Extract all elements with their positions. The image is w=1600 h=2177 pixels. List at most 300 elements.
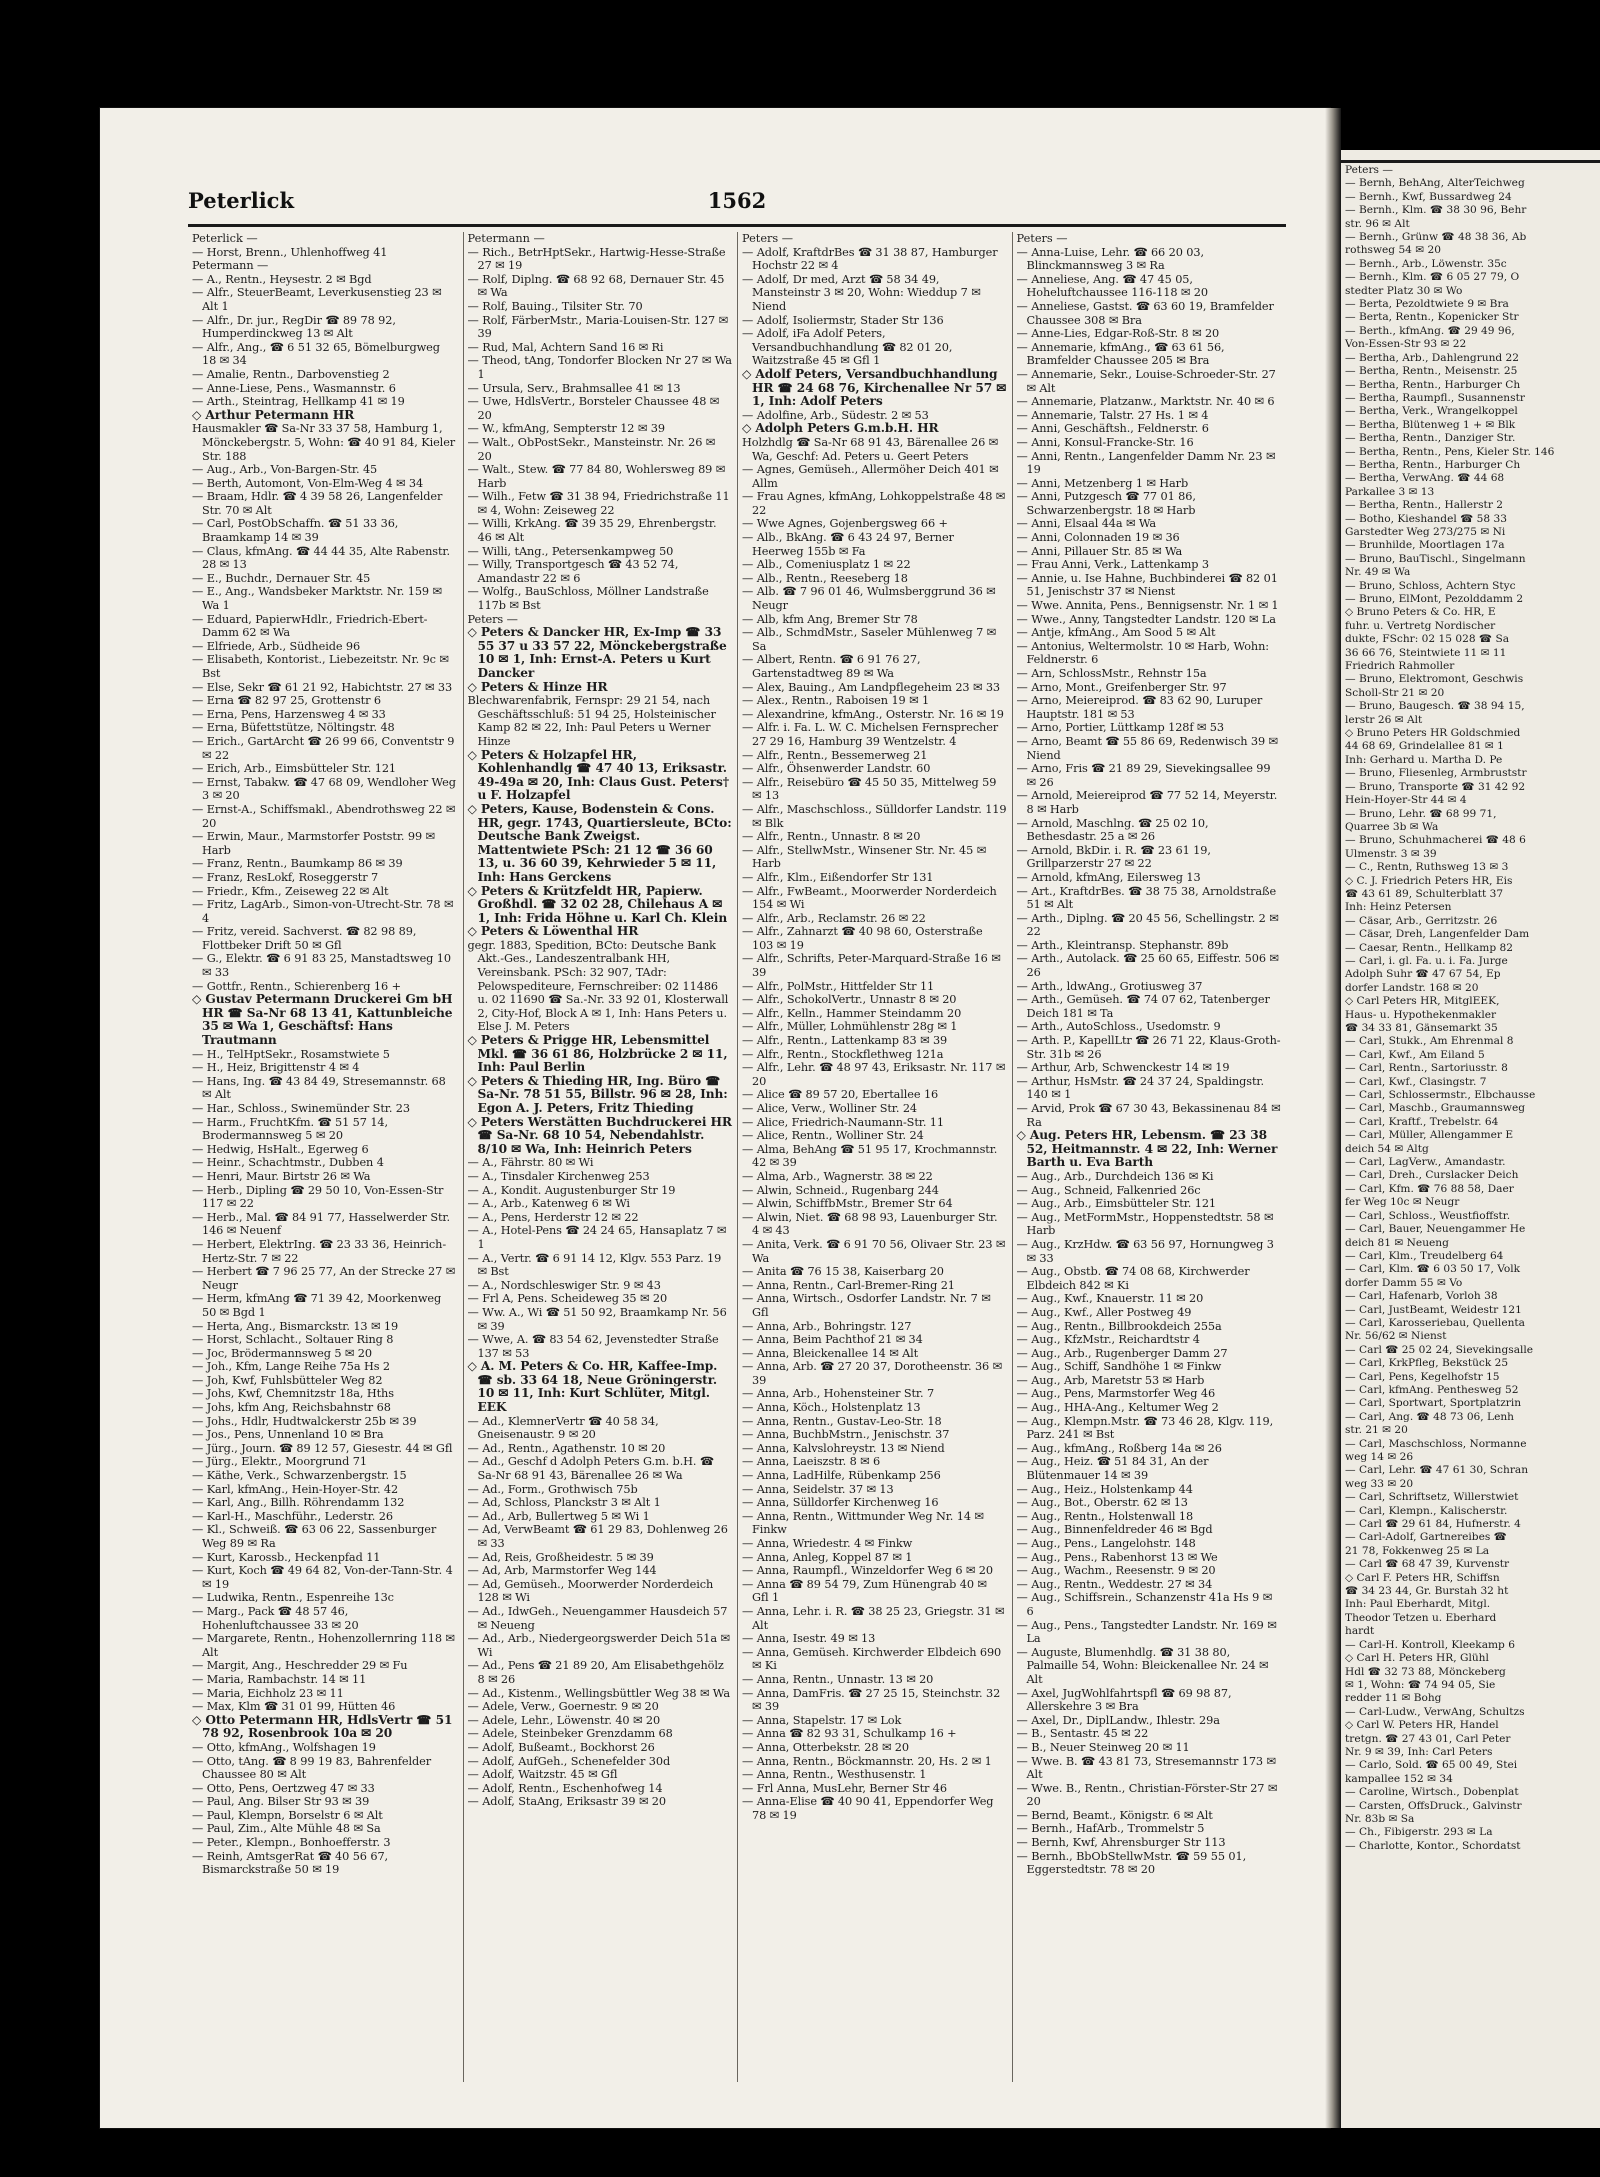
directory-entry: — Anna, Beim Pachthof 21 ✉ 34: [742, 1333, 923, 1347]
directory-entry: — Carl, Stukk., Am Ehrenmal 8: [1345, 1035, 1514, 1048]
directory-entry: — Anni, Putzgesch ☎ 77 01 86, Schwarzenbergstr. 18 ✉ Harb: [1016, 490, 1196, 517]
page-header: [188, 184, 1286, 227]
directory-entry: — Carl, Ang. ☎ 48 73 06, Lenh: [1345, 1410, 1514, 1423]
directory-entry: Hdl ☎ 32 73 88, Mönckeberg: [1345, 1665, 1506, 1678]
directory-entry: — Carl, Hafenarb, Vorloh 38: [1345, 1290, 1498, 1303]
directory-entry: — Arnold, Maschlng. ☎ 25 02 10, Bethesdastr. 25 a ✉ 26: [1016, 816, 1209, 844]
directory-entry: ◇ Carl H. Peters HR, Glühl: [1345, 1652, 1489, 1665]
directory-entry: — Arth., Kleintransp. Stephanstr. 89b: [1016, 938, 1229, 952]
directory-entry: — Erna, Büfettstütze, Nöltingstr. 48: [192, 721, 395, 735]
directory-entry: fuhr. u. Vertretg Nordischer: [1345, 619, 1496, 632]
directory-entry: — Erich, Arb., Eimsbütteler Str. 121: [192, 762, 397, 776]
directory-entry: — Ad., Form., Grothwisch 75b: [467, 1482, 638, 1496]
directory-entry: Nr. 56/62 ✉ Nienst: [1345, 1330, 1447, 1343]
directory-entry: — Wilh., Fetw ☎ 31 38 94, Friedrichstraße 11 ✉ 4, Wohn: Zeiseweg 22: [467, 490, 730, 517]
directory-entry: rothsweg 54 ✉ 20: [1345, 244, 1442, 257]
directory-entry: — Aug., Pens., Langelohstr. 148: [1016, 1537, 1196, 1550]
directory-entry: — Anna, Rentn., Westhusenstr. 1: [742, 1768, 927, 1782]
directory-entry: — Carl, Pens, Kegelhofstr 15: [1345, 1370, 1500, 1383]
directory-entry: — Carl, Maschschloss, Normanne: [1345, 1437, 1527, 1450]
directory-entry: — Maria, Rambachstr. 14 ✉ 11: [192, 1672, 367, 1686]
directory-entry: — Wwe, A. ☎ 83 54 62, Jevenstedter Straße 137 ✉ 53: [467, 1333, 719, 1360]
directory-entry: Nr. 83b ✉ Sa: [1345, 1812, 1415, 1825]
directory-entry: — Botho, Kieshandel ☎ 58 33: [1345, 512, 1507, 525]
directory-entry: — Theod, tAng, Tondorfer Blocken Nr 27 ✉ Wa 1: [467, 354, 732, 381]
directory-entry: — Reinh, AmtsgerRat ☎ 40 56 67, Bismarckstraße 50 ✉ 19: [192, 1849, 389, 1877]
directory-entry: — Wwe. B., Rentn., Christian-Förster-Str 27 ✉ 20: [1016, 1781, 1278, 1809]
directory-entry: — Anna, Lehr. i. R. ☎ 38 25 23, Griegstr. 31 ✉ Alt: [742, 1604, 1005, 1632]
directory-entry: — Annemarie, Talstr. 27 Hs. 1 ✉ 4: [1016, 408, 1209, 422]
directory-entry: — Anna, Seidelstr. 37 ✉ 13: [742, 1482, 894, 1496]
directory-entry: — Ad, Arb, Marmstorfer Weg 144: [467, 1564, 657, 1578]
directory-entry: — Carl, Schriftsetz, Willerstwiet: [1345, 1491, 1519, 1504]
directory-entry: — Anne-Liese, Pens., Wasmannstr. 6: [192, 381, 396, 395]
directory-entry: — Else, Sekr ☎ 61 21 92, Habichtstr. 27 ✉ 33: [192, 680, 453, 694]
directory-entry: Adolph Suhr ☎ 47 67 54, Ep: [1345, 968, 1501, 981]
directory-entry: — Alma, BehAng ☎ 51 95 17, Krochmannstr. 42 ✉ 39: [742, 1142, 998, 1170]
directory-entry: — Anna, Raumpfl., Winzeldorfer Weg 6 ✉ 20: [742, 1564, 993, 1578]
directory-entry: — Charlotte, Kontor., Schordatst: [1345, 1839, 1521, 1852]
directory-entry: — Claus, kfmAng. ☎ 44 44 35, Alte Rabenstr. 28 ✉ 13: [192, 544, 450, 572]
directory-entry: — Bertha, VerwAng. ☎ 44 68: [1345, 472, 1505, 485]
directory-entry: — Erna ☎ 82 97 25, Grottenstr 6: [192, 694, 381, 708]
directory-entry: — A., Rentn., Heysestr. 2 ✉ Bgd: [192, 272, 372, 286]
directory-entry: — Carl ☎ 25 02 24, Sievekingsalle: [1345, 1343, 1534, 1356]
directory-entry: — Carl, Rentn., Sartoriusstr. 8: [1345, 1062, 1508, 1075]
directory-entry: — Alfr., StellwMstr., Winsener Str. Nr. 45 ✉ Harb: [742, 843, 987, 871]
directory-column: [463, 232, 738, 2082]
directory-entry: — Alfr., Dr. jur., RegDir ☎ 89 78 92, Humperdinckweg 13 ✉ Alt: [192, 313, 396, 341]
directory-entry: — Arno, Portier, Lüttkamp 128f ✉ 53: [1016, 721, 1224, 735]
directory-entry: — Alfr., SchokolVertr., Unnastr 8 ✉ 20: [742, 993, 957, 1007]
directory-entry: — Carl, Kwf., Am Eiland 5: [1345, 1048, 1485, 1061]
directory-entry: — Bruno, Baugesch. ☎ 38 94 15,: [1345, 700, 1525, 713]
directory-entry: — Alfr., Arb., Reclamstr. 26 ✉ 22: [742, 911, 926, 925]
directory-entry: — Joh, Kwf, Fuhlsbütteler Weg 82: [192, 1373, 383, 1387]
directory-entry: — Anna, Bleickenallee 14 ✉ Alt: [742, 1346, 919, 1360]
column-body: [468, 246, 733, 1809]
directory-entry: — Bruno, BauTischl., Singelmann: [1345, 552, 1526, 565]
directory-entry: — Ad, VerwBeamt ☎ 61 29 83, Dohlenweg 26 ✉ 33: [467, 1523, 728, 1550]
directory-entry: — A., Pens, Herderstr 12 ✉ 22: [467, 1210, 639, 1224]
column-head: Peterlick —: [192, 232, 258, 245]
directory-entry: — Anna, Rentn., Wittmunder Weg Nr. 14 ✉ Finkw: [742, 1509, 984, 1537]
directory-entry: — Anita, Verk. ☎ 6 91 70 56, Olivaer Str. 23 ✉ Wa: [742, 1237, 1006, 1265]
directory-entry: — Anna, Anleg, Koppel 87 ✉ 1: [742, 1550, 913, 1564]
directory-entry: — Adolf, Isoliermstr, Stader Str 136: [742, 313, 944, 327]
directory-entry: — Anna, Wriedestr. 4 ✉ Finkw: [742, 1537, 913, 1550]
directory-entry: — Albert, Rentn. ☎ 6 91 76 27, Gartenstadtweg 89 ✉ Wa: [742, 653, 921, 680]
directory-entry: — Braam, Hdlr. ☎ 4 39 58 26, Langenfelder Str. 70 ✉ Alt: [192, 490, 443, 517]
directory-entry: gegr. 1883, Spedition, BCto: Deutsche Bank Akt.-Ges., Landeszentralbank HH, Vereinsbank. PSch: 32 907, TAdr: Pelowspediteure, Fernschreiber: 02 11486 u. 02 11690 ☎ Sa.-Nr. 33 92 01, Klosterwall 2, City-Hof, Block A ✉ 1, Inh: Hans Peters u. Else J. M. Peters: [467, 938, 729, 1034]
directory-entry: — Willi, KrkAng. ☎ 39 35 29, Ehrenbergstr. 46 ✉ Alt: [467, 517, 717, 545]
directory-entry: ◇ Peters, Kause, Bodenstein & Cons. HR, gegr. 1743, Quartiersleute, BCto: Deutsche Bank Zweigst. Mattentwiete PSch: 21 12 ☎ 36 60 13, u. 36 60 39, Kehrwieder 5 ✉ 11, Inh: Hans Gerckens: [467, 801, 732, 884]
directory-entry: — Aug., Schneid, Falkenried 26c: [1016, 1183, 1201, 1197]
directory-entry: — Anna, Arb., Hohensteiner Str. 7: [742, 1387, 935, 1401]
directory-entry: ◇ Arthur Petermann HR: [192, 407, 355, 422]
directory-entry: — Herb., Dipling ☎ 29 50 10, Von-Essen-Str 117 ✉ 22: [192, 1183, 444, 1211]
directory-entry: ◇ Adolf Peters, Versandbuchhandlung HR ☎ 24 68 76, Kirchenallee Nr 57 ✉ 1, Inh: Adolf Peters: [742, 366, 1007, 409]
directory-entry: — Margarete, Rentn., Hohenzollernring 118 ✉ Alt: [192, 1632, 455, 1659]
directory-entry: — Bernh., Arb., Löwenstr. 35c: [1345, 257, 1507, 270]
directory-entry: — Alice, Friedrich-Naumann-Str. 11: [742, 1115, 944, 1129]
directory-entry: — Carlo, Sold. ☎ 65 00 49, Stei: [1345, 1759, 1518, 1772]
directory-entry: — Bernd, Beamt., Königstr. 6 ✉ Alt: [1016, 1808, 1213, 1822]
directory-entry: — Alfr. i. Fa. L. W. C. Michelsen Fernsprecher 27 29 16, Hamburg 39 Wentzelstr. 4: [742, 721, 999, 748]
directory-entry: — Cäsar, Dreh, Langenfelder Dam: [1345, 928, 1530, 941]
directory-entry: — Alb., BkAng. ☎ 6 43 24 97, Berner Heerweg 155b ✉ Fa: [742, 531, 954, 558]
directory-entry: — Carl, kfmAng. Penthesweg 52: [1345, 1383, 1519, 1396]
directory-entry: dukte, FSchr: 02 15 028 ☎ Sa: [1345, 633, 1510, 646]
left-page: [100, 108, 1330, 2128]
directory-entry: — A., Tinsdaler Kirchenweg 253: [467, 1169, 650, 1183]
directory-entry: — Joc, Brödermannsweg 5 ✉ 20: [192, 1346, 372, 1360]
directory-entry: — Anna, Wirtsch., Osdorfer Landstr. Nr. 7 ✉ Gfl: [742, 1292, 991, 1319]
directory-entry: ◇ Carl Peters HR, MitglEEK,: [1345, 995, 1500, 1008]
directory-entry: 36 66 76, Steintwiete 11 ✉ 11: [1345, 646, 1507, 659]
directory-entry: — Carl, Klm., Treudelberg 64: [1345, 1249, 1504, 1262]
directory-entry: — Anna, Rentn., Gustav-Leo-Str. 18: [742, 1414, 942, 1428]
directory-entry: — Aug., Rentn., Weddestr. 27 ✉ 34: [1016, 1577, 1213, 1591]
directory-entry: — Ad, Gemüseh., Moorwerder Norderdeich 128 ✉ Wi: [467, 1577, 714, 1605]
directory-entry: — Alfr., Rentn., Unnastr. 8 ✉ 20: [742, 830, 921, 844]
directory-entry: — Carl, Lehr. ☎ 47 61 30, Schran: [1345, 1464, 1529, 1477]
directory-entry: — Karl, Ang., Billh. Röhrendamm 132: [192, 1496, 405, 1510]
directory-entry: — Adolf, StaAng, Eriksastr 39 ✉ 20: [467, 1795, 666, 1809]
directory-entry: — Carl, Sportwart, Sportplatzrin: [1345, 1397, 1522, 1410]
directory-entry: — Aug., Arb., Rugenberger Damm 27: [1016, 1346, 1228, 1360]
directory-entry: — Hans, Ing. ☎ 43 84 49, Stresemannstr. 68 ✉ Alt: [192, 1074, 446, 1102]
directory-entry: — Bertha, Rentn., Pens, Kieler Str. 146: [1345, 445, 1555, 458]
directory-entry: — Alice, Rentn., Wolliner Str. 24: [742, 1129, 924, 1143]
directory-entry: — Karl, kfmAng., Hein-Hoyer-Str. 42: [192, 1482, 399, 1496]
directory-entry: ◇ Peters & Holzapfel HR, Kohlenhandlg ☎ 47 40 13, Eriksastr. 49-49a ✉ 20, Inh: Claus Gust. Peters† u F. Holzapfel: [467, 747, 730, 803]
directory-entry: — Paul, Ang. Bilser Str 93 ✉ 39: [192, 1795, 370, 1809]
directory-entry: — Alb., Rentn., Reeseberg 18: [742, 571, 908, 585]
directory-entry: — Aug., Schiff, Sandhöhe 1 ✉ Finkw: [1016, 1360, 1222, 1374]
directory-entry: — Max, Klm ☎ 31 01 99, Hütten 46: [192, 1700, 396, 1714]
directory-entry: — Frau Anni, Verk., Lattenkamp 3: [1016, 558, 1209, 572]
directory-entry: Inh: Paul Eberhardt, Mitgl.: [1345, 1598, 1491, 1611]
directory-entry: — Anna, DamFris. ☎ 27 25 15, Steinchstr. 32 ✉ 39: [742, 1686, 1001, 1714]
directory-entry: — Alfr., Rentn., Stockflethweg 121a: [742, 1047, 944, 1061]
directory-entry: — Harm., FruchtKfm. ☎ 51 57 14, Brodermannsweg 5 ✉ 20: [192, 1115, 388, 1143]
directory-entry: — W., kfmAng, Sempterstr 12 ✉ 39: [467, 422, 665, 436]
directory-entry: — Carl-Ludw., VerwAng, Schultzs: [1345, 1705, 1525, 1718]
directory-entry: — Anna, Sülldorfer Kirchenweg 16: [742, 1496, 939, 1510]
directory-entry: Von-Essen-Str 93 ✉ 22: [1345, 338, 1467, 351]
directory-entry: Garstedter Weg 273/275 ✉ Ni: [1345, 525, 1506, 538]
directory-entry: — Bernh, Kwf, Ahrensburger Str 113: [1016, 1836, 1226, 1850]
directory-entry: — Ad., IdwGeh., Neuengammer Hausdeich 57 ✉ Neueng: [467, 1604, 728, 1632]
directory-entry: — Anna, Otterbekstr. 28 ✉ 20: [742, 1740, 909, 1754]
directory-entry: — Bertha, Rentn., Hallerstr 2: [1345, 499, 1503, 512]
directory-entry: — Margit, Ang., Heschredder 29 ✉ Fu: [192, 1659, 408, 1673]
directory-entry: weg 33 ✉ 20: [1345, 1477, 1414, 1490]
directory-entry: — Johs, Kwf, Chemnitzstr 18a, Hths: [192, 1387, 394, 1401]
directory-entry: — Arthur, HsMstr. ☎ 24 37 24, Spaldingstr. 140 ✉ 1: [1016, 1074, 1264, 1102]
directory-entry: Petermann —: [192, 259, 269, 273]
directory-entry: — Elfriede, Arb., Südheide 96: [192, 639, 361, 653]
directory-entry: — Anneliese, Ang. ☎ 47 45 05, Hoheluftchaussee 116-118 ✉ 20: [1016, 272, 1208, 300]
directory-entry: — Rolf, Diplng. ☎ 68 92 68, Dernauer Str. 45 ✉ Wa: [467, 272, 725, 300]
directory-entry: — Bernh, BehAng, AlterTeichweg: [1345, 177, 1525, 190]
directory-entry: — Alice, Verw., Wolliner Str. 24: [742, 1102, 918, 1115]
directory-entry: — G., Elektr. ☎ 6 91 83 25, Manstadtsweg 10 ✉ 33: [192, 952, 451, 980]
page-number: 1562: [707, 188, 767, 213]
directory-entry: — Anna, Rentn., Böckmannstr. 20, Hs. 2 ✉ 1: [742, 1754, 992, 1768]
directory-entry: — Alfr., Zahnarzt ☎ 40 98 60, Osterstraße 103 ✉ 19: [742, 925, 983, 952]
directory-entry: — Annie, u. Ise Hahne, Buchbinderei ☎ 82 01 51, Jenischstr 37 ✉ Nienst: [1016, 571, 1278, 599]
directory-entry: — Anni, Pillauer Str. 85 ✉ Wa: [1016, 544, 1183, 558]
directory-entry: — Anni, Geschäftsh., Feldnerstr. 6: [1016, 422, 1209, 436]
directory-entry: — Bernh., BbObStellwMstr. ☎ 59 55 01, Eggerstedtstr. 78 ✉ 20: [1016, 1849, 1247, 1877]
directory-entry: ◇ A. M. Peters & Co. HR, Kaffee-Imp. ☎ sb. 33 64 18, Neue Gröningerstr. 10 ✉ 11, Inh: Kurt Schlüter, Mitgl. EEK: [467, 1359, 718, 1415]
directory-entry: — Adolf, Dr med, Arzt ☎ 58 34 49, Mansteinstr 3 ✉ 20, Wohn: Wieddup 7 ✉ Niend: [742, 272, 981, 313]
right-column-head: Peters —: [1345, 164, 1393, 176]
directory-entry: — Franz, ResLokf, Roseggerstr 7: [192, 870, 379, 884]
directory-entry: — Arth., ldwAng., Grotiusweg 37: [1016, 979, 1203, 993]
directory-entry: Nr. 9 ✉ 39, Inh: Carl Peters: [1345, 1745, 1493, 1758]
directory-entry: — Annemarie, kfmAng., ☎ 63 61 56, Bramfelder Chaussee 205 ✉ Bra: [1016, 340, 1225, 368]
directory-entry: — A., Vertr. ☎ 6 91 14 12, Klgv. 553 Parz. 19 ✉ Bst: [467, 1251, 722, 1279]
directory-entry: — Alfr., Schrifts, Peter-Marquard-Straße 16 ✉ 39: [742, 952, 1001, 980]
directory-entry: — Rolf, Bauing., Tilsiter Str. 70: [467, 299, 643, 313]
directory-entry: — Otto, tAng. ☎ 8 99 19 83, Bahrenfelder Chaussee 80 ✉ Alt: [192, 1754, 431, 1782]
directory-entry: — Carl, Maschb., Graumannsweg: [1345, 1102, 1526, 1115]
directory-entry: — Carl, Kwf., Clasingstr. 7: [1345, 1075, 1487, 1088]
directory-entry: — Arvid, Prok ☎ 67 30 43, Bekassinenau 84 ✉ Ra: [1016, 1102, 1281, 1129]
directory-entry: — Aug., Arb, Maretstr 53 ✉ Harb: [1016, 1373, 1205, 1387]
directory-entry: — Alex, Bauing., Am Landpflegeheim 23 ✉ 33: [742, 680, 1001, 694]
directory-entry: Nr. 49 ✉ Wa: [1345, 566, 1411, 579]
directory-entry: — Herbert ☎ 7 96 25 77, An der Strecke 27 ✉ Neugr: [192, 1265, 456, 1292]
directory-entry: — Bertha, Rentn., Harburger Ch: [1345, 378, 1521, 391]
directory-entry: deich 81 ✉ Neueng: [1345, 1236, 1449, 1249]
column-head: Peters —: [1016, 232, 1068, 245]
directory-entry: ◇ Peters & Hinze HR: [467, 679, 608, 694]
directory-entry: — Bertha, Rentn., Danziger Str.: [1345, 432, 1516, 445]
directory-entry: — Elisabeth, Kontorist., Liebezeitstr. Nr. 9c ✉ Bst: [192, 653, 449, 680]
directory-entry: — Wwe., Anny, Tangstedter Landstr. 120 ✉ La: [1016, 612, 1276, 626]
directory-entry: — Aug., Pens., Rabenhorst 13 ✉ We: [1016, 1550, 1218, 1564]
directory-entry: — Kurt, Koch ☎ 49 64 82, Von-der-Tann-Str. 4 ✉ 19: [192, 1564, 453, 1591]
directory-entry: — Ad., Arb., Niedergeorgswerder Deich 51a ✉ Wi: [467, 1632, 730, 1659]
directory-entry: weg 14 ✉ 26: [1345, 1451, 1414, 1463]
directory-entry: — Arth., Diplng. ☎ 20 45 56, Schellingstr. 2 ✉ 22: [1016, 911, 1279, 939]
directory-column: [188, 232, 463, 2082]
directory-entry: — Rich., BetrHptSekr., Hartwig-Hesse-Straße 27 ✉ 19: [467, 245, 726, 273]
directory-entry: — Carl-H. Kontroll, Kleekamp 6: [1345, 1638, 1515, 1651]
directory-entry: — Herb., Mal. ☎ 84 91 77, Hasselwerder Str. 146 ✉ Neuenf: [192, 1210, 450, 1238]
directory-entry: ◇ Gustav Petermann Druckerei Gm bH HR ☎ Sa-Nr 68 13 41, Kattunbleiche 35 ✉ Wa 1, Geschäftsf: Hans Trautmann: [192, 992, 453, 1048]
directory-entry: — A., Arb., Katenweg 6 ✉ Wi: [467, 1197, 630, 1211]
directory-entry: — Anna, Rentn., Unnastr. 13 ✉ 20: [742, 1672, 934, 1686]
directory-entry: — Aug., Klempn.Mstr. ☎ 73 46 28, Klgv. 119, Parz. 241 ✉ Bst: [1016, 1414, 1274, 1442]
directory-entry: — Willi, tAng., Petersenkampweg 50: [467, 544, 674, 558]
directory-entry: — Adolf, AufGeh., Schenefelder 30d: [467, 1754, 671, 1768]
directory-entry: — Arthur, Arb, Schwenckestr 14 ✉ 19: [1016, 1061, 1230, 1075]
directory-entry: — Aug., Bot., Oberstr. 62 ✉ 13: [1016, 1496, 1188, 1510]
directory-entry: tretgn. ☎ 27 43 01, Carl Peter: [1345, 1732, 1511, 1745]
directory-entry: — Axel, Dr., DiplLandw., Ihlestr. 29a: [1016, 1713, 1220, 1727]
directory-entry: — Arn, SchlossMstr., Rehnstr 15a: [1016, 667, 1207, 680]
directory-entry: — Alfr., Klm., Eißendorfer Str 131: [742, 870, 934, 884]
directory-entry: — Frau Agnes, kfmAng, Lohkoppelstraße 48 ✉ 22: [742, 490, 1006, 517]
directory-entry: — Anna, Köch., Holstenplatz 13: [742, 1401, 921, 1415]
directory-entry: — Carl-Adolf, Gartnereibes ☎: [1345, 1531, 1507, 1544]
directory-entry: ◇ Bruno Peters HR Goldschmied: [1345, 727, 1521, 740]
directory-entry: — Arth. P., KapellLtr ☎ 26 71 22, Klaus-Groth-Str. 31b ✉ 26: [1016, 1034, 1281, 1061]
directory-entry: — Aug., Schiffsrein., Schanzenstr 41a Hs 9 ✉ 6: [1016, 1591, 1273, 1618]
directory-entry: — Adolf, Rentn., Eschenhofweg 14: [467, 1781, 663, 1795]
directory-entry: — Berta, Rentn., Kopenicker Str: [1345, 311, 1519, 324]
directory-entry: — Anna, Gemüseh. Kirchwerder Elbdeich 690 ✉ Ki: [742, 1645, 1002, 1673]
directory-entry: — Ad., Kistenm., Wellingsbüttler Weg 38 ✉ Wa: [467, 1686, 730, 1700]
directory-entry: Haus- u. Hypothekenmakler: [1345, 1008, 1497, 1021]
directory-entry: ◇ Adolph Peters G.m.b.H. HR: [742, 421, 939, 436]
directory-entry: — Fritz, vereid. Sachverst. ☎ 82 98 89, Flottbeker Drift 50 ✉ Gfl: [192, 925, 417, 952]
directory-entry: — Anna-Luise, Lehr. ☎ 66 20 03, Blinckmannsweg 3 ✉ Ra: [1016, 245, 1204, 273]
directory-entry: — Antonius, Weltermolstr. 10 ✉ Harb, Wohn: Feldnerstr. 6: [1016, 639, 1269, 667]
directory-entry: — Ludwika, Rentn., Espenreihe 13c: [192, 1591, 394, 1605]
directory-entry: — Carl, Kraftf., Trebelstr. 64: [1345, 1115, 1499, 1128]
directory-entry: — Herta, Ang., Bismarckstr. 13 ✉ 19: [192, 1319, 399, 1333]
directory-entry: — Rolf, FärberMstr., Maria-Louisen-Str. 127 ✉ 39: [467, 313, 729, 341]
directory-entry: — Anita ☎ 76 15 38, Kaiserbarg 20: [742, 1265, 944, 1279]
directory-entry: ◇ Peters & Prigge HR, Lebensmittel Mkl. ☎ 36 61 86, Holzbrücke 2 ✉ 11, Inh: Paul Berlin: [467, 1033, 728, 1075]
directory-entry: — Anna, Laeiszstr. 8 ✉ 6: [742, 1455, 881, 1469]
directory-entry: — Aug., kfmAng., Roßberg 14a ✉ 26: [1016, 1441, 1222, 1455]
directory-entry: — Annemarie, Platzanw., Marktstr. Nr. 40 ✉ 6: [1016, 395, 1275, 409]
directory-entry: ☎ 34 33 81, Gänsemarkt 35: [1345, 1022, 1498, 1034]
directory-entry: ◇ Carl F. Peters HR, Schiffsn: [1345, 1571, 1500, 1584]
directory-entry: — Wolfg., BauSchloss, Möllner Landstraße 117b ✉ Bst: [467, 585, 709, 613]
directory-entry: — Carl, Bauer, Neuengammer He: [1345, 1223, 1526, 1236]
directory-entry: — H., TelHptSekr., Rosamstwiete 5: [192, 1047, 390, 1061]
directory-entry: Quarree 3b ✉ Wa: [1345, 820, 1439, 833]
directory-entry: — Bernh., Klm. ☎ 6 05 27 79, O: [1345, 271, 1520, 284]
directory-entry: — Ww. A., Wi ☎ 51 50 92, Braamkamp Nr. 56 ✉ 39: [467, 1305, 727, 1333]
directory-entry: — Aug., Obstb. ☎ 74 08 68, Kirchwerder Elbdeich 842 ✉ Ki: [1016, 1265, 1250, 1292]
directory-entry: — E., Ang., Wandsbeker Marktstr. Nr. 159 ✉ Wa 1: [192, 585, 442, 613]
directory-entry: — Maria, Eichholz 23 ✉ 11: [192, 1686, 344, 1700]
column-body: [742, 246, 1007, 1823]
directory-entry: ◇ Otto Petermann HR, HdlsVertr ☎ 51 78 92, Rosenbrook 10a ✉ 20: [192, 1712, 453, 1741]
directory-entry: — Alb., SchmdMstr., Saseler Mühlenweg 7 ✉ Sa: [742, 626, 997, 653]
directory-entry: — Ad, Reis, Großheidestr. 5 ✉ 39: [467, 1550, 654, 1564]
directory-entry: — Franz, Rentn., Baumkamp 86 ✉ 39: [192, 857, 403, 871]
directory-entry: — Anna, Kalvslohreystr. 13 ✉ Niend: [742, 1441, 945, 1455]
directory-entry: — Anna ☎ 89 54 79, Zum Hünengrab 40 ✉ Gfl 1: [742, 1577, 987, 1605]
directory-entry: — A., Hotel-Pens ☎ 24 24 65, Hansaplatz 7 ✉ 1: [467, 1224, 727, 1251]
directory-entry: ✉ 1, Wohn: ☎ 74 94 05, Sie: [1345, 1678, 1496, 1691]
directory-entry: — Ursula, Serv., Brahmsallee 41 ✉ 13: [467, 381, 681, 395]
directory-entry: — Eduard, PapierwHdlr., Friedrich-Ebert-Damm 62 ✉ Wa: [192, 612, 428, 640]
directory-entry: — Arnold, kfmAng, Eilersweg 13: [1016, 870, 1201, 884]
directory-entry: — Alfr., Öhsenwerder Landstr. 60: [742, 762, 931, 776]
directory-entry: — Ad., Rentn., Agathenstr. 10 ✉ 20: [467, 1441, 666, 1455]
directory-entry: — Agnes, Gemüseh., Allermöher Deich 401 ✉ Allm: [742, 463, 999, 490]
directory-entry: str. 21 ✉ 20: [1345, 1424, 1408, 1437]
directory-entry: — Johs, kfm Ang, Reichsbahnstr 68: [192, 1401, 391, 1415]
directory-entry: Hausmakler ☎ Sa-Nr 33 37 58, Hamburg 1, Mönckebergstr. 5, Wohn: ☎ 40 91 84, Kieler Str. 188: [192, 422, 456, 463]
directory-entry: — Bertha, Arb., Dahlengrund 22: [1345, 351, 1520, 364]
directory-entry: kampallee 152 ✉ 34: [1345, 1772, 1453, 1785]
directory-entry: — H., Heiz, Brigittenstr 4 ✉ 4: [192, 1061, 360, 1075]
column-head: Peters —: [742, 232, 794, 245]
directory-entry: — Anni, Metzenberg 1 ✉ Harb: [1016, 476, 1189, 490]
directory-entry: — Aug., Rentn., Billbrookdeich 255a: [1016, 1319, 1222, 1333]
directory-entry: — Paul, Klempn, Borselstr 6 ✉ Alt: [192, 1808, 383, 1822]
directory-entry: — Carl, Müller, Allengammer E: [1345, 1129, 1514, 1142]
directory-entry: — Carl, Schloss., Weustfioffstr.: [1345, 1209, 1511, 1222]
directory-entry: — Rud, Mal, Achtern Sand 16 ✉ Ri: [467, 340, 664, 354]
directory-entry: — Carl, Dreh., Curslacker Deich: [1345, 1169, 1519, 1182]
directory-entry: — Bernh., Grünw ☎ 48 38 36, Ab: [1345, 231, 1527, 244]
directory-entry: — Amalie, Rentn., Darbovenstieg 2: [192, 367, 390, 381]
directory-entry: — Alfr., Maschschloss., Sülldorfer Landstr. 119 ✉ Blk: [742, 802, 1007, 830]
directory-entry: — Uwe, HdlsVertr., Borsteler Chaussee 48 ✉ 20: [467, 395, 720, 422]
directory-entry: — Walt., ObPostSekr., Mansteinstr. Nr. 26 ✉ 20: [467, 435, 716, 463]
directory-entry: — Aug., Rentn., Holstenwall 18: [1016, 1509, 1194, 1523]
directory-entry: — Arth., Gemüseh. ☎ 74 07 62, Tatenberger Deich 181 ✉ Ta: [1016, 993, 1270, 1020]
directory-entry: — Otto, kfmAng., Wolfshagen 19: [192, 1740, 376, 1754]
directory-entry: — Anna, Arb. ☎ 27 20 37, Dorotheenstr. 36 ✉ 39: [742, 1360, 1002, 1387]
directory-entry: Holzhdlg ☎ Sa-Nr 68 91 43, Bärenallee 26 ✉ Wa, Geschf: Ad. Peters u. Geert Peters: [742, 435, 999, 463]
directory-entry: — Adolf, KraftdrBes ☎ 31 38 87, Hamburger Hochstr 22 ✉ 4: [742, 245, 998, 273]
directory-entry: — Anni, Konsul-Francke-Str. 16: [1016, 435, 1194, 449]
directory-column: [737, 232, 1012, 2082]
directory-entry: — Bertha, Verk., Wrangelkoppel: [1345, 405, 1518, 418]
directory-entry: — Arno, Fris ☎ 21 89 29, Sievekingsallee 99 ✉ 26: [1016, 762, 1271, 789]
directory-entry: — Käthe, Verk., Schwarzenbergstr. 15: [192, 1469, 407, 1483]
directory-entry: dorfer Damm 55 ✉ Vo: [1345, 1276, 1463, 1289]
directory-entry: — Arth., Steintrag, Hellkamp 41 ✉ 19: [192, 395, 405, 409]
directory-entry: — Ernst-A., Schiffsmakl., Abendrothsweg 22 ✉ 20: [192, 802, 456, 830]
directory-entry: — Ad., Arb, Bullertweg 5 ✉ Wi 1: [467, 1509, 650, 1523]
directory-entry: Parkallee 3 ✉ 13: [1345, 485, 1435, 498]
directory-entry: — Bruno, Transporte ☎ 31 42 92: [1345, 780, 1526, 793]
directory-entry: — Alfr., PolMstr., Hittfelder Str 11: [742, 979, 935, 993]
directory-entry: — Alb., Comeniusplatz 1 ✉ 22: [742, 558, 911, 572]
directory-entry: — Aug., Arb., Durchdeich 136 ✉ Ki: [1016, 1169, 1214, 1183]
directory-entry: — Alb. ☎ 7 96 01 46, Wulmsberggrund 36 ✉ Neugr: [742, 585, 996, 613]
directory-entry: — Frl Anna, MusLehr, Berner Str 46: [742, 1781, 947, 1795]
directory-entry: — Bruno, Schloss, Achtern Styc: [1345, 579, 1516, 592]
directory-entry: — Alwin, Schneid., Rugenbarg 244: [742, 1183, 939, 1197]
directory-entry: — B., Neuer Steinweg 20 ✉ 11: [1016, 1740, 1190, 1754]
directory-entry: — Friedr., Kfm., Zeiseweg 22 ✉ Alt: [192, 884, 389, 898]
directory-entry: — Erna, Pens, Harzensweg 4 ✉ 33: [192, 707, 386, 721]
directory-entry: — Carl, JustBeamt, Weidestr 121: [1345, 1303, 1522, 1316]
directory-entry: — Aug., Kwf., Knauerstr. 11 ✉ 20: [1016, 1292, 1204, 1306]
directory-entry: — Marg., Pack ☎ 48 57 46, Hohenluftchaussee 33 ✉ 20: [192, 1604, 359, 1632]
directory-entry: — Alfr., Müller, Lohmühlenstr 28g ✉ 1: [742, 1020, 958, 1034]
directory-entry: — Aug., Arb., Eimsbütteler Str. 121: [1016, 1197, 1217, 1211]
directory-entry: — Henri, Maur. Birtstr 26 ✉ Wa: [192, 1169, 371, 1183]
directory-entry: — Anna, Rentn., Carl-Bremer-Ring 21: [742, 1278, 955, 1292]
directory-entry: — Anni, Rentn., Langenfelder Damm Nr. 23 ✉ 19: [1016, 449, 1276, 477]
directory-entry: — Alex., Rentn., Raboisen 19 ✉ 1: [742, 694, 930, 708]
directory-entry: Theodor Tetzen u. Eberhard: [1345, 1611, 1497, 1624]
directory-entry: — Aug., Heiz., Holstenkamp 44: [1016, 1482, 1193, 1496]
directory-entry: — Kurt, Karossb., Heckenpfad 11: [192, 1550, 381, 1564]
running-head: Peterlick: [188, 188, 295, 213]
directory-entry: — Arno, Beamt ☎ 55 86 69, Redenwisch 39 ✉ Niend: [1016, 734, 1278, 762]
directory-entry: — Anna-Elise ☎ 40 90 41, Eppendorfer Weg 78 ✉ 19: [742, 1795, 994, 1822]
directory-entry: — Hedwig, HsHalt., Egerweg 6: [192, 1142, 369, 1156]
